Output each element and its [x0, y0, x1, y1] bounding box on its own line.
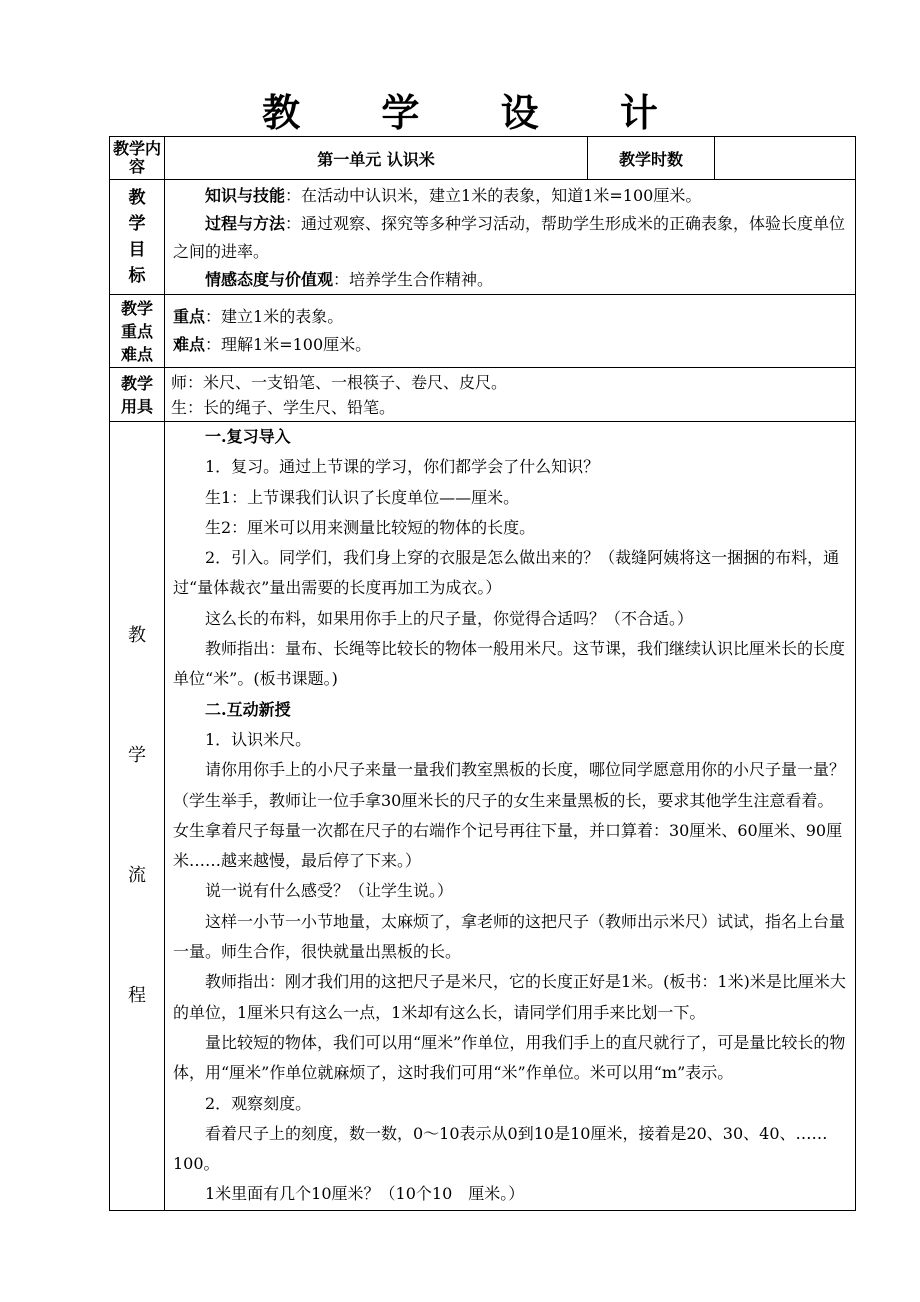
process-label: 教 学 流 程 — [110, 422, 165, 1211]
lesson-plan-table — [109, 136, 856, 1211]
process-paragraph: 生2：厘米可以用来测量比较短的物体的长度。 — [205, 517, 536, 537]
process-paragraph: 教师指出：刚才我们用的这把尺子是米尺，它的长度正好是1米。(板书：1米)米是比厘米大的单位，1厘米只有这么一点，1米却有这么长，请同学们用手来比划一下。 — [173, 972, 846, 1022]
process-paragraph: 2．观察刻度。 — [205, 1093, 312, 1113]
process-paragraph: 教师指出：量布、长绳等比较长的物体一般用米尺。这节课，我们继续认识比厘米长的长度单位“米”。(板书课题。) — [173, 639, 846, 689]
teacher-tools: 师：米尺、一支铅笔、一根筷子、卷尺、皮尺。 — [171, 372, 508, 392]
student-tools: 生：长的绳子、学生尺、铅笔。 — [171, 397, 396, 417]
process-content — [165, 422, 856, 1211]
process-paragraph: 说一说有什么感受？（让学生说。） — [205, 881, 454, 901]
objectives-row — [110, 180, 856, 295]
process-paragraph: 请你用你手上的小尺子来量一量我们教室黑板的长度，哪位同学愿意用你的小尺子量一量？（学生举手，教师让一位手拿30厘米长的尺子的女生来量黑板的长，要求其他学生注意看着。女生拿着尺子每量一次都在尺子的右端作个记号再往下量，并口算着：30厘米、60厘米、90厘米……越来越慢，最后停了下来。） — [173, 760, 846, 871]
objectives-label-text: 教学目标 — [128, 188, 146, 286]
page-title: 教 学 设 计 — [262, 90, 692, 135]
content-value: 第一单元 认识米 — [165, 137, 588, 180]
keypoints-content — [165, 295, 856, 368]
section-heading: 二.互动新授 — [205, 699, 291, 719]
process-paragraph: 1米里面有几个10厘米？（10个10 厘米。） — [205, 1184, 525, 1204]
keypoints-label: 教学重点难点 — [110, 295, 165, 368]
objectives-label — [110, 180, 165, 295]
process-paragraph: 量比较短的物体，我们可以用“厘米”作单位，用我们手上的直尺就行了，可是量比较长的物体，用“厘米”作单位就麻烦了，这时我们可用“米”作单位。米可以用“m”表示。 — [173, 1032, 846, 1083]
keypoints-row — [110, 295, 856, 368]
process-paragraph: 这么长的布料，如果用你手上的尺子量，你觉得合适吗？（不合适。） — [205, 608, 694, 628]
header-row — [110, 137, 856, 180]
process-paragraph: 1．认识米尺。 — [205, 729, 312, 749]
objective-attitude: 情感态度与价值观：培养学生合作精神。 — [205, 270, 494, 289]
key-point: 重点：建立1米的表象。 — [173, 307, 344, 326]
process-paragraph: 1．复习。通过上节课的学习，你们都学会了什么知识？ — [205, 457, 600, 477]
difficult-point: 难点：理解1米=100厘米。 — [173, 335, 372, 354]
content-label: 教学内容 — [110, 137, 165, 180]
objectives-content — [165, 180, 856, 295]
objective-process: 过程与方法：通过观察、探究等多种学习活动，帮助学生形成米的正确表象，体验长度单位之间的进率。 — [173, 214, 846, 261]
section-heading: 一.复习导入 — [205, 427, 291, 446]
tools-label: 教学用具 — [110, 368, 165, 422]
process-paragraph: 看着尺子上的刻度，数一数，0～10表示从0到10是10厘米，接着是20、30、40、……100。 — [173, 1123, 828, 1174]
process-paragraph: 这样一小节一小节地量，太麻烦了，拿老师的这把尺子（教师出示米尺）试试，指名上台量一量。师生合作，很快就量出黑板的长。 — [173, 911, 846, 962]
tools-row — [110, 368, 856, 422]
process-paragraph: 2．引入。同学们，我们身上穿的衣服是怎么做出来的？（裁缝阿姨将这一捆捆的布料，通过“量体裁衣”量出需要的长度再加工为成衣。） — [173, 548, 840, 598]
process-paragraph: 生1：上节课我们认识了长度单位——厘米。 — [205, 487, 520, 507]
tools-content — [165, 368, 856, 422]
hours-label: 教学时数 — [588, 137, 715, 180]
process-row — [110, 422, 856, 1211]
objective-knowledge: 知识与技能：在活动中认识米，建立1米的表象，知道1米=100厘米。 — [205, 186, 702, 205]
hours-value — [715, 137, 856, 180]
